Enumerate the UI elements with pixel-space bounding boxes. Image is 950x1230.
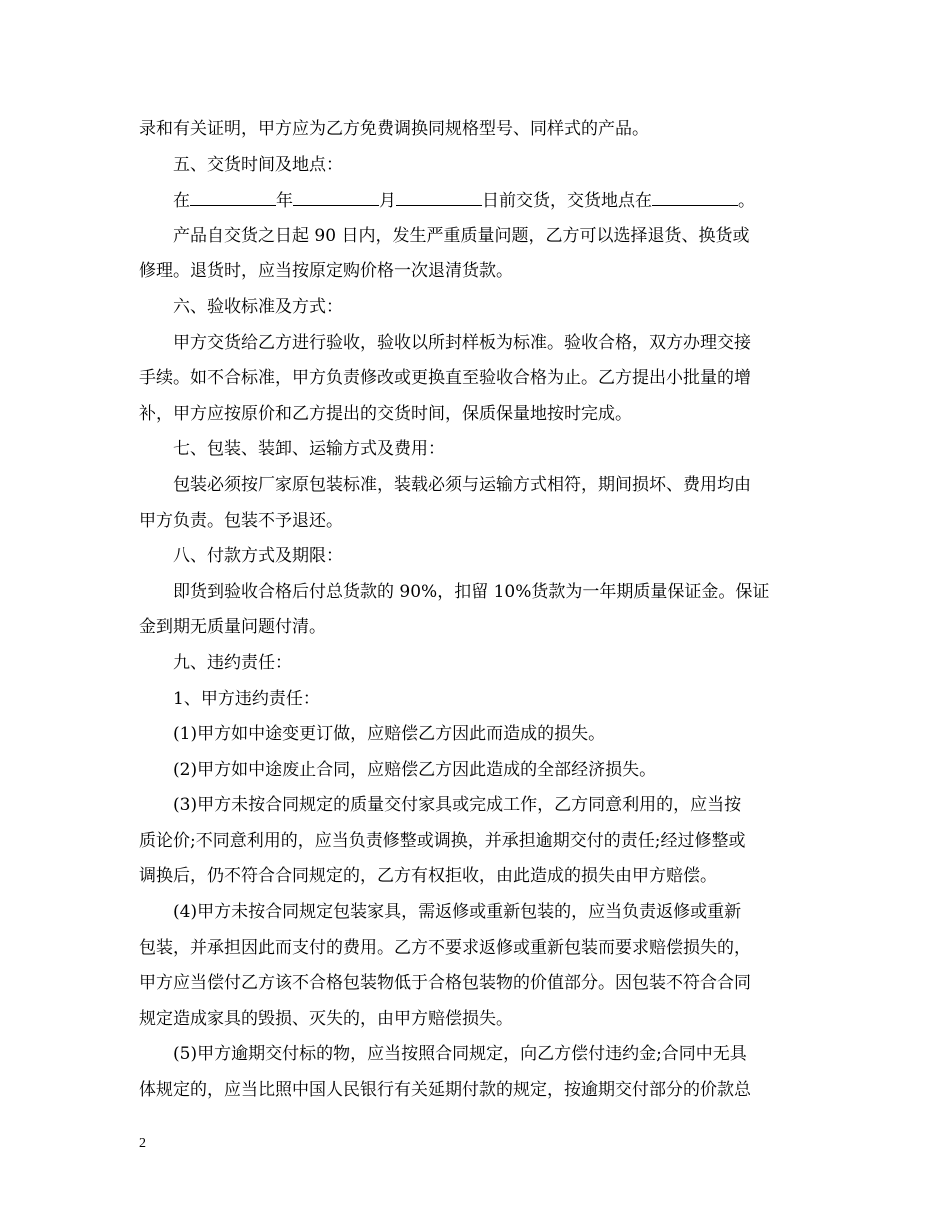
section-heading-packaging: 七、包装、装卸、运输方式及费用： <box>173 439 445 460</box>
paragraph-line: 甲方应当偿付乙方该不合格包装物低于合格包装物的价值部分。因包装不符合合同 <box>139 973 751 994</box>
paragraph-line: 甲方交货给乙方进行验收，验收以所封样板为标准。验收合格，双方办理交接 <box>173 332 751 353</box>
list-item: (1)甲方如中途变更订做，应赔偿乙方因此而造成的损失。 <box>173 724 606 745</box>
paragraph-line: 规定造成家具的毁损、灭失的，由甲方赔偿损失。 <box>139 1008 513 1029</box>
paragraph-line: 甲方负责。包装不予退还。 <box>139 510 343 531</box>
section-heading-acceptance: 六、验收标准及方式： <box>173 296 343 317</box>
section-heading-payment: 八、付款方式及期限： <box>173 546 343 567</box>
paragraph-line: 包装必须按厂家原包装标准，装载必须与运输方式相符，期间损坏、费用均由 <box>173 474 751 495</box>
text-segment: 年 <box>276 191 293 212</box>
paragraph-line: 体规定的，应当比照中国人民银行有关延期付款的规定，按逾期交付部分的价款总 <box>139 1080 751 1101</box>
paragraph-line: 调换后，仍不符合合同规定的，乙方有权拒收，由此造成的损失由甲方赔偿。 <box>139 866 717 887</box>
text-segment: 日前交货，交货地点在 <box>482 191 652 212</box>
text-segment: 。 <box>738 191 755 212</box>
paragraph-line: 录和有关证明，甲方应为乙方免费调换同规格型号、同样式的产品。 <box>139 119 649 139</box>
paragraph-line: 手续。如不合标准，甲方负责修改或更换直至验收合格为止。乙方提出小批量的增 <box>139 368 751 389</box>
list-item: (2)甲方如中途废止合同，应赔偿乙方因此造成的全部经济损失。 <box>173 759 657 780</box>
paragraph-line: 产品自交货之日起 90 日内，发生严重质量问题，乙方可以选择退货、换货或 <box>173 225 750 246</box>
text-segment: 在 <box>173 191 190 212</box>
section-heading-liability: 九、违约责任： <box>173 652 292 673</box>
text-segment: 月 <box>379 191 396 212</box>
page-number: 2 <box>139 1136 146 1151</box>
subsection-heading: 1、甲方违约责任： <box>173 688 320 709</box>
paragraph-line: 补，甲方应按原价和乙方提出的交货时间，保质保量地按时完成。 <box>139 403 632 424</box>
list-item: (5)甲方逾期交付标的物，应当按照合同规定，向乙方偿付违约金;合同中无具 <box>173 1044 747 1065</box>
paragraph-line: 修理。退货时，应当按原定购价格一次退清货款。 <box>139 261 513 282</box>
list-item: (3)甲方未按合同规定的质量交付家具或完成工作，乙方同意利用的，应当按 <box>173 795 742 816</box>
paragraph-line: 金到期无质量问题付清。 <box>139 617 326 638</box>
contract-body <box>139 112 815 1109</box>
fill-in-blank <box>396 183 482 206</box>
section-heading-delivery: 五、交货时间及地点： <box>173 154 343 175</box>
fill-in-blank <box>652 183 738 206</box>
delivery-blank-line <box>139 183 815 219</box>
paragraph-line: 质论价;不同意利用的，应当负责修整或调换，并承担逾期交付的责任;经过修整或 <box>139 830 746 851</box>
fill-in-blank <box>293 183 379 206</box>
list-item: (4)甲方未按合同规定包装家具，需返修或重新包装的，应当负责返修或重新 <box>173 902 742 923</box>
paragraph-line: 包装，并承担因此而支付的费用。乙方不要求返修或重新包装而要求赔偿损失的， <box>139 937 751 958</box>
paragraph-line: 即货到验收合格后付总货款的 90%，扣留 10%货款为一年期质量保证金。保证 <box>173 581 770 602</box>
fill-in-blank <box>190 183 276 206</box>
